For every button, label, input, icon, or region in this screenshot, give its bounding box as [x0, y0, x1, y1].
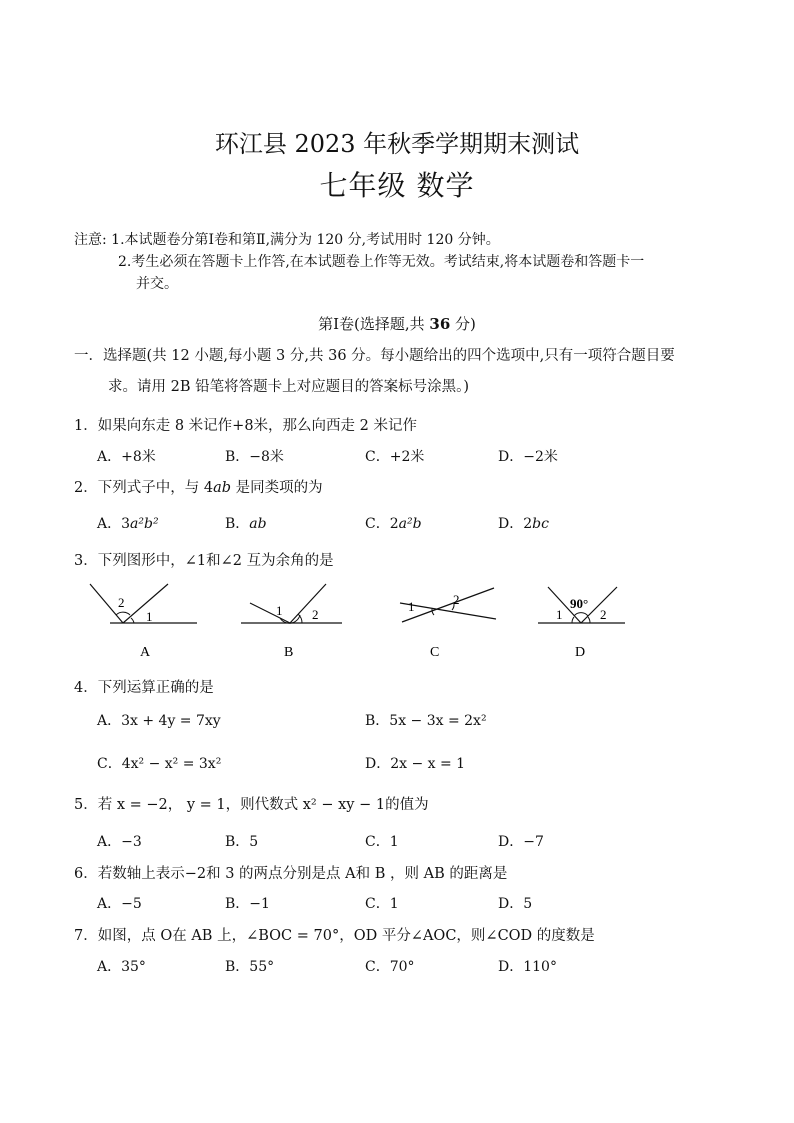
question-6-stem: 6．若数轴上表示−2和 3 的两点分别是点 A和 B ，则 AB 的距离是	[74, 866, 508, 882]
figure-a-label-2: 2	[118, 595, 125, 610]
question-2-option-d: D．2bc	[498, 516, 549, 532]
question-4-option-d: D．2x − x = 1	[365, 756, 466, 772]
question-5-option-a: A．−3	[97, 834, 142, 850]
question-6-option-a: A．−5	[97, 896, 142, 912]
question-3-figures	[80, 575, 640, 665]
figure-c-caption: C	[430, 645, 440, 660]
question-5-option-b: B．5	[225, 834, 259, 850]
question-2-option-a: A．3a²b²	[97, 516, 159, 532]
question-5-stem: 5．若 x = −2， y = 1，则代数式 x² − xy − 1的值为	[74, 797, 429, 813]
note-line-1: 注意: 1.本试题卷分第Ⅰ卷和第Ⅱ,满分为 120 分,考试用时 120 分钟。	[74, 232, 500, 248]
question-2-option-b: B．ab	[225, 516, 267, 532]
figure-d-label-1: 1	[556, 607, 563, 622]
figure-d-label-90: 90°	[570, 596, 589, 611]
question-7-option-d: D．110°	[498, 959, 557, 975]
question-1-option-d: D．−2米	[498, 449, 558, 465]
question-7-option-c: C．70°	[365, 959, 415, 975]
figure-b-label-1: 1	[276, 603, 283, 618]
question-6-option-d: D．5	[498, 896, 533, 912]
question-3-stem: 3．下列图形中，∠1和∠2 互为余角的是	[74, 553, 334, 569]
question-4-option-b: B．5x − 3x = 2x²	[365, 713, 487, 729]
question-7-option-a: A．35°	[97, 959, 146, 975]
figure-c-label-1: 1	[408, 599, 415, 614]
figure-a-label-1: 1	[146, 609, 153, 624]
question-1-stem: 1．如果向东走 8 米记作+8米，那么向西走 2 米记作	[74, 418, 417, 434]
question-4-stem: 4．下列运算正确的是	[74, 680, 214, 696]
question-4-option-c: C．4x² − x² = 3x²	[97, 756, 222, 772]
section-instruction-1: 一．选择题(共 12 小题,每小题 3 分,共 36 分。每小题给出的四个选项中,只有一项符合题目要	[74, 348, 675, 364]
figure-b-label-2: 2	[312, 607, 319, 622]
question-5-option-d: D．−7	[498, 834, 544, 850]
question-1-option-b: B．−8米	[225, 449, 284, 465]
question-6-option-b: B．−1	[225, 896, 270, 912]
question-2-stem: 2．下列式子中，与 4ab 是同类项的为	[74, 480, 323, 496]
figure-c	[400, 588, 496, 660]
question-7-option-b: B．55°	[225, 959, 275, 975]
figure-b	[241, 584, 342, 660]
note-line-3: 并交。	[136, 276, 178, 292]
figure-d	[538, 587, 625, 660]
figure-b-caption: B	[284, 645, 294, 660]
question-1-option-a: A．+8米	[97, 449, 156, 465]
section-title: 第Ⅰ卷(选择题,共 36 分)	[318, 315, 476, 333]
question-1-option-c: C．+2米	[365, 449, 425, 465]
figure-a	[90, 584, 197, 660]
question-7-stem: 7．如图，点 O在 AB 上，∠BOC = 70°，OD 平分∠AOC，则∠COD 的度数是	[74, 928, 595, 944]
figure-c-label-2: 2	[453, 592, 460, 607]
figure-d-caption: D	[575, 645, 586, 660]
figure-d-label-2: 2	[600, 607, 607, 622]
exam-subtitle: 七年级 数学	[319, 169, 475, 202]
question-4-option-a: A．3x + 4y = 7xy	[97, 713, 221, 729]
question-5-option-c: C．1	[365, 834, 399, 850]
section-instruction-2: 求。请用 2B 铅笔将答题卡上对应题目的答案标号涂黑。)	[108, 379, 470, 395]
question-6-option-c: C．1	[365, 896, 399, 912]
figure-a-caption: A	[140, 645, 151, 660]
question-2-option-c: C．2a²b	[365, 516, 422, 532]
note-line-2: 2.考生必须在答题卡上作答,在本试题卷上作等无效。考试结束,将本试题卷和答题卡一	[118, 254, 645, 270]
exam-title: 环江县 2023 年秋季学期期末测试	[214, 130, 580, 158]
